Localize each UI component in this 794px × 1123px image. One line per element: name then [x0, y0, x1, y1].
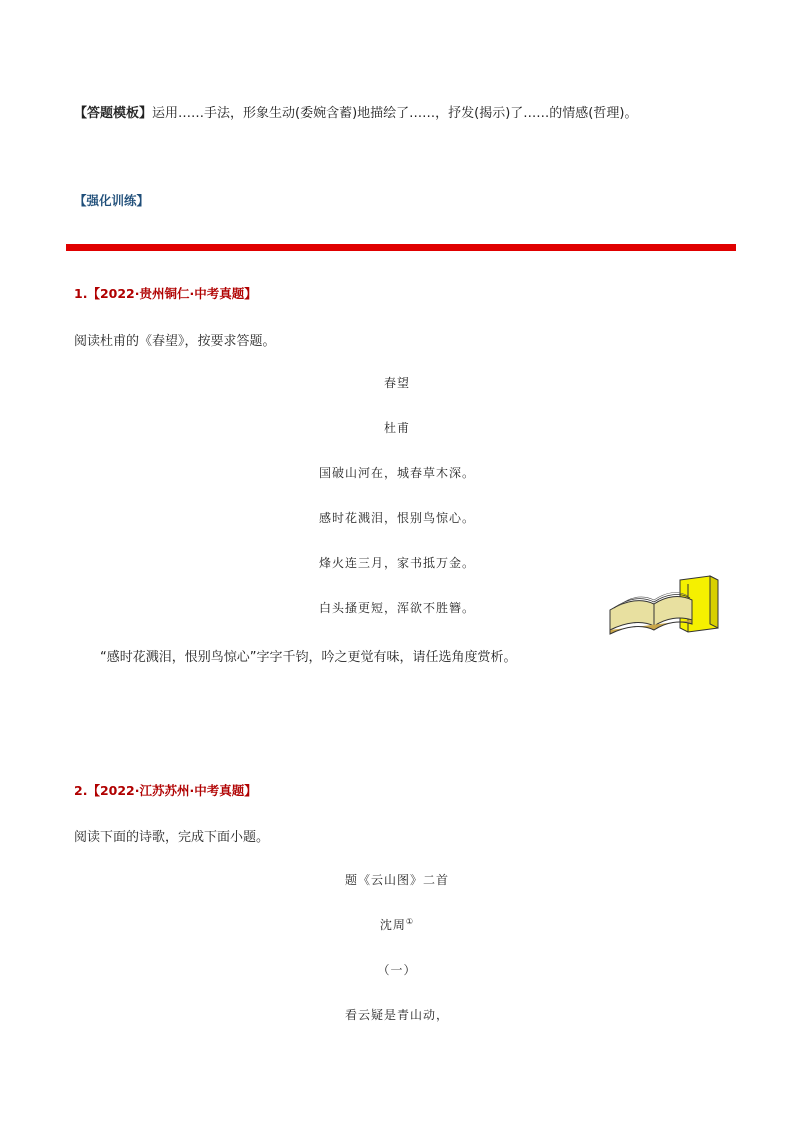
- q1-heading: 1.【2022·贵州铜仁·中考真题】: [74, 286, 257, 301]
- q1-poem-line-4: 白头搔更短，浑欲不胜簪。: [318, 601, 475, 615]
- answer-template-text: 运用……手法，形象生动(委婉含蓄)地描绘了……，抒发(揭示)了……的情感(哲理)。: [152, 106, 638, 121]
- q2-intro: 阅读下面的诗歌，完成下面小题。: [74, 830, 270, 845]
- q1-intro: 阅读杜甫的《春望》，按要求答题。: [74, 334, 276, 349]
- answer-template-label: 【答题模板】: [74, 106, 153, 121]
- open-book-icon: [606, 572, 726, 636]
- q1-poem-title: 春望: [383, 376, 410, 390]
- q2-author-note: ①: [405, 917, 415, 926]
- q2-poem-author: [0, 916, 794, 933]
- q1-poem-line-2: 感时花溅泪，恨别鸟惊心。: [318, 511, 475, 525]
- q2-poem-line-1: 看云疑是青山动，: [344, 1008, 449, 1022]
- red-divider: [66, 244, 736, 251]
- q1-poem-line-3: 烽火连三月，家书抵万金。: [318, 556, 475, 570]
- q2-author-name: 沈周: [379, 918, 406, 932]
- q2-poem-part: （一）: [377, 963, 417, 977]
- q2-poem-title: 题《云山图》二首: [344, 873, 449, 887]
- q1-poem-line-1: 国破山河在，城春草木深。: [318, 466, 475, 480]
- answer-template: [74, 102, 637, 121]
- q2-heading: 2.【2022·江苏苏州·中考真题】: [74, 783, 257, 798]
- q1-poem-author: 杜甫: [383, 421, 410, 435]
- q1-question: “感时花溅泪，恨别鸟惊心”字字千钧，吟之更觉有味，请任选角度赏析。: [100, 650, 517, 665]
- section-title: 【强化训练】: [74, 193, 150, 208]
